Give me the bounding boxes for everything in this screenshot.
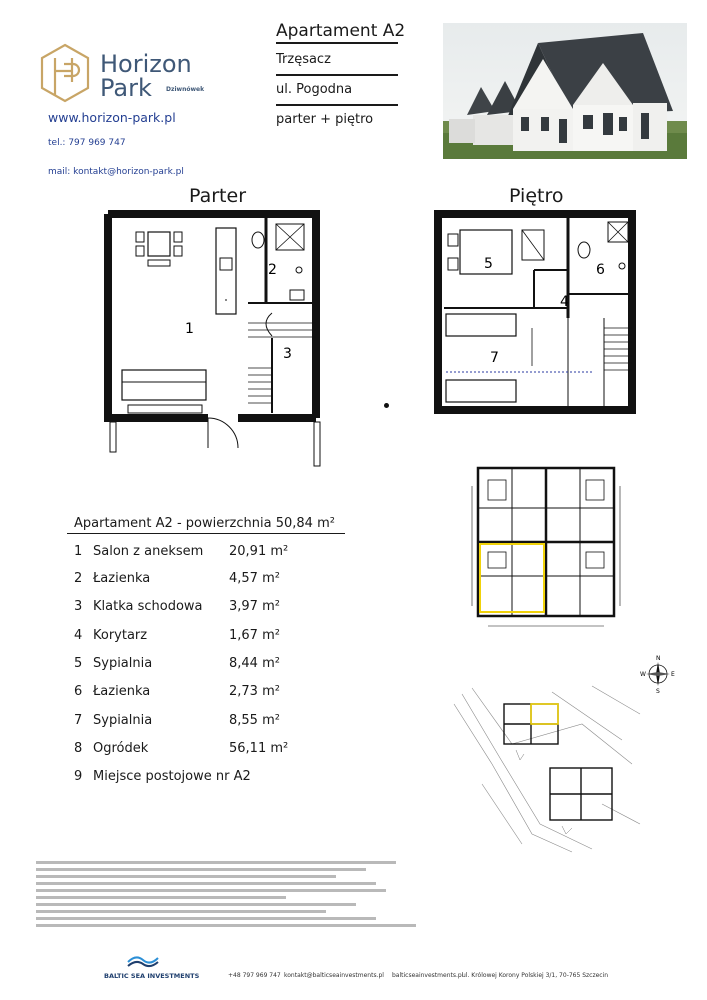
building-photo [443, 23, 687, 159]
room-name: Korytarz [93, 628, 148, 643]
room-name: Łazienka [93, 571, 151, 586]
footer-phone[interactable]: +48 797 969 747 [228, 972, 281, 979]
room-label-2: 2 [268, 262, 277, 278]
room-number: 5 [74, 656, 83, 671]
room-number: 3 [74, 599, 83, 614]
room-name: Miejsce postojowe nr A2 [93, 769, 251, 784]
room-name: Łazienka [93, 684, 151, 699]
room-number: 6 [74, 684, 83, 699]
footer-email[interactable]: kontakt@balticseainvestments.pl [284, 972, 384, 979]
room-label-4: 4 [560, 294, 569, 310]
upper-floor-title: Piętro [509, 185, 564, 207]
room-area: 2,73 m² [229, 684, 280, 699]
room-name: Salon z aneksem [93, 544, 204, 559]
room-area: 1,67 m² [229, 628, 280, 643]
room-row [74, 769, 374, 787]
compass-icon [640, 654, 676, 694]
room-name: Sypialnia [93, 656, 153, 671]
marker-dot [384, 403, 389, 408]
site-plan [452, 684, 642, 854]
compass-e: E [671, 671, 675, 678]
horizon-park-logo-icon [38, 42, 92, 104]
upper-floor-plan [432, 208, 640, 416]
room-name: Sypialnia [93, 713, 153, 728]
divider [67, 533, 345, 534]
room-label-6: 6 [596, 262, 605, 278]
baltic-sea-logo-icon [126, 952, 160, 968]
footer-web[interactable]: balticseainvestments.pl [392, 972, 464, 979]
town-text: Trzęsacz [276, 52, 331, 67]
room-label-5: 5 [484, 256, 493, 272]
brand-sub: Dziwnówek [166, 86, 205, 93]
room-label-7: 7 [490, 350, 499, 366]
room-number: 7 [74, 713, 83, 728]
room-name: Ogródek [93, 741, 149, 756]
ground-floor-plan [100, 208, 332, 470]
brand-name-line1: Horizon [100, 50, 192, 78]
room-row [74, 571, 374, 589]
room-row [74, 656, 374, 674]
room-name: Klatka schodowa [93, 599, 203, 614]
room-area: 8,55 m² [229, 713, 280, 728]
phone-text[interactable]: tel.: 797 969 747 [48, 138, 126, 148]
compass-n: N [656, 655, 661, 662]
room-label-3: 3 [283, 346, 292, 362]
compass-w: W [640, 671, 646, 678]
building-key-plan [468, 456, 624, 632]
room-area: 20,91 m² [229, 544, 289, 559]
street-text: ul. Pogodna [276, 82, 353, 97]
compass-s: S [656, 688, 660, 694]
email-link[interactable]: mail: kontakt@horizon-park.pl [48, 167, 184, 177]
room-number: 8 [74, 741, 83, 756]
room-area: 3,97 m² [229, 599, 280, 614]
divider [276, 74, 398, 76]
room-number: 2 [74, 571, 83, 586]
room-area: 56,11 m² [229, 741, 289, 756]
footer-address: ul. Królowej Korony Polskiej 3/1, 70-765 Szczecin [462, 972, 609, 979]
company-name: BALTIC SEA INVESTMENTS [104, 972, 200, 980]
room-area: 8,44 m² [229, 656, 280, 671]
ground-floor-title: Parter [189, 185, 247, 207]
room-label-1: 1 [185, 321, 194, 337]
room-row [74, 628, 374, 646]
divider [276, 104, 398, 106]
room-row [74, 741, 374, 759]
room-row [74, 599, 374, 617]
floors-text: parter + piętro [276, 112, 374, 127]
brand-name-line2: Park [100, 74, 152, 102]
room-number: 9 [74, 769, 83, 784]
apartment-title: Apartament A2 [276, 21, 406, 41]
divider [276, 42, 398, 44]
summary-title: Apartament A2 - powierzchnia 50,84 m² [74, 516, 335, 531]
room-area: 4,57 m² [229, 571, 280, 586]
room-row [74, 713, 374, 731]
room-number: 4 [74, 628, 83, 643]
website-link[interactable]: www.horizon-park.pl [48, 110, 176, 125]
room-number: 1 [74, 544, 83, 559]
room-row [74, 544, 374, 562]
room-row [74, 684, 374, 702]
